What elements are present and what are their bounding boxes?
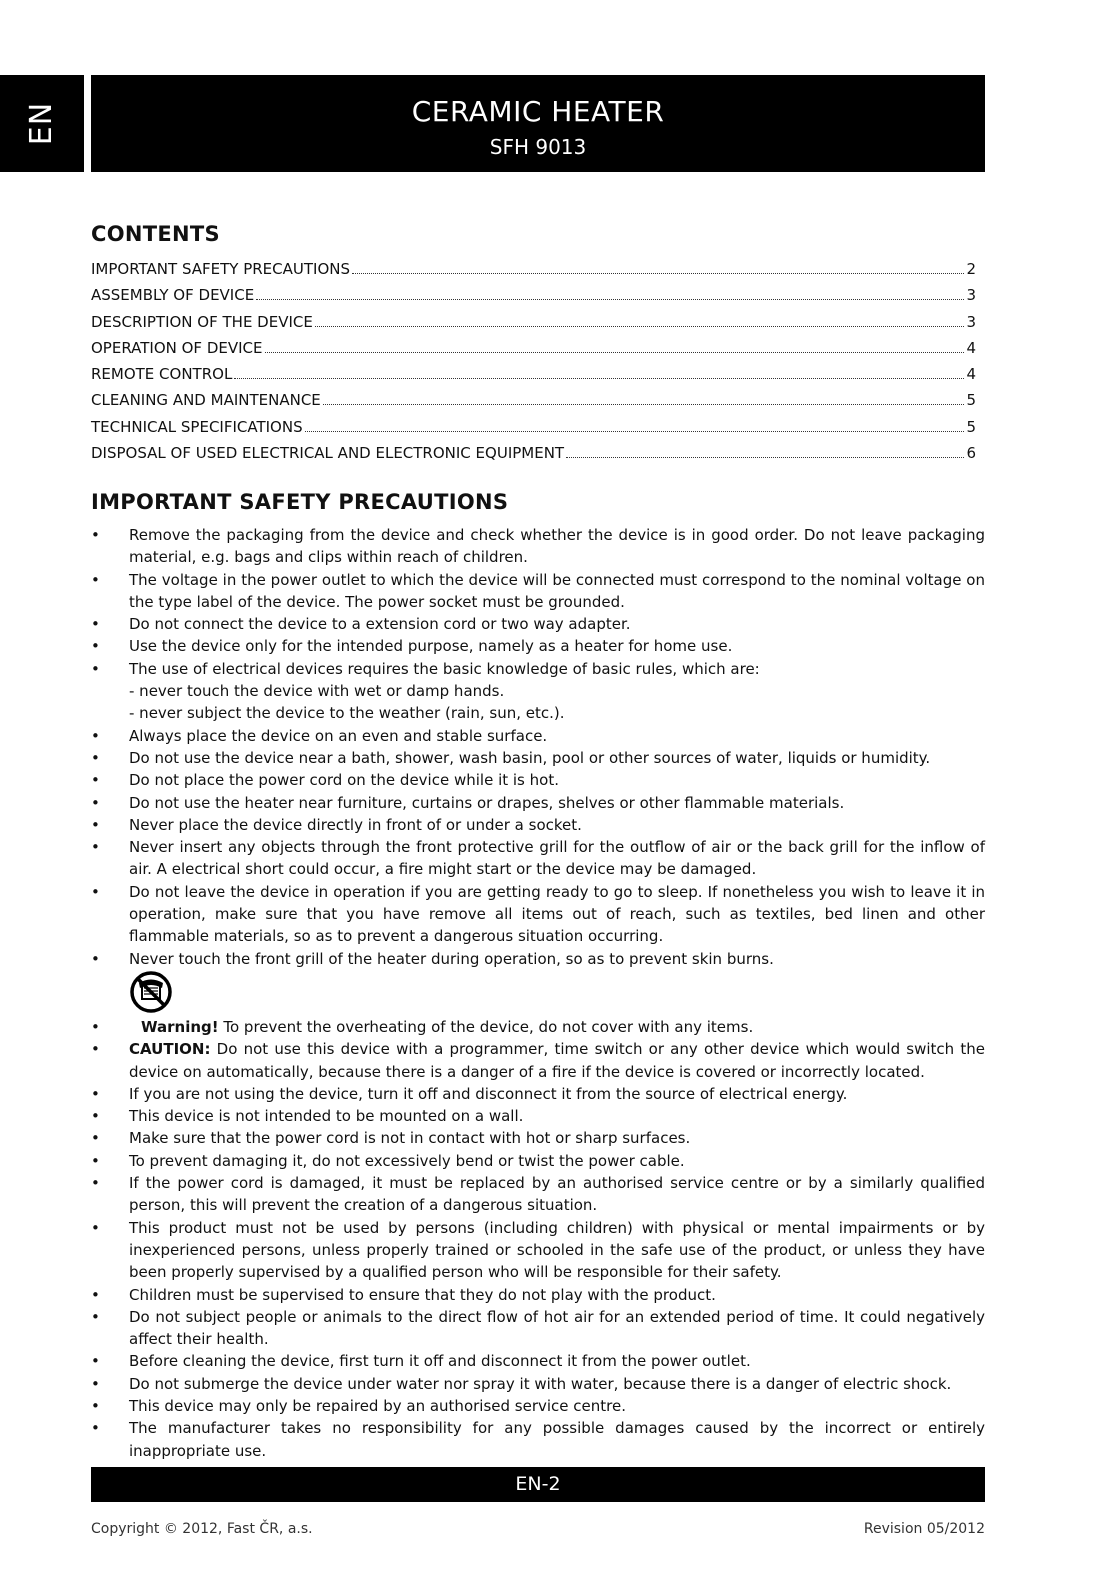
list-item xyxy=(91,1350,985,1372)
list-item xyxy=(91,1284,985,1306)
header-bar xyxy=(91,75,985,172)
bullet: • xyxy=(91,748,100,767)
list-item-text: The use of electrical devices requires the basic knowledge of basic rules, which are: xyxy=(129,659,760,678)
bullet: • xyxy=(91,615,100,634)
list-item xyxy=(91,881,985,948)
sub-rule: - never subject the device to the weather (rain, sun, etc.). xyxy=(129,704,565,723)
bullet: • xyxy=(91,1285,100,1304)
list-item xyxy=(91,725,985,747)
toc-label: IMPORTANT SAFETY PRECAUTIONS xyxy=(91,260,351,278)
sub-rule: - never touch the device with wet or damp hands. xyxy=(129,682,505,701)
list-item-text: Make sure that the power cord is not in contact with hot or sharp surfaces. xyxy=(129,1129,691,1148)
list-item-text: The voltage in the power outlet to which the device will be connected must correspond to the nominal voltage on the type label of the device. The power socket must be grounded. xyxy=(129,570,985,611)
list-item-text: To prevent damaging it, do not excessively bend or twist the power cable. xyxy=(129,1151,685,1170)
list-item xyxy=(91,1217,985,1284)
toc-page: 2 xyxy=(966,260,976,278)
toc-label: OPERATION OF DEVICE xyxy=(91,338,263,357)
list-item-text: This product must not be used by persons (including children) with physical or mental impairments or by inexperienced persons, unless properly trained or schooled in the safe use of the product, or unless they have been properly supervised by a qualified person who will be responsible for their safety. xyxy=(129,1218,985,1282)
bullet: • xyxy=(91,659,100,678)
toc-item[interactable] xyxy=(91,335,976,361)
list-item xyxy=(91,1083,985,1105)
list-item xyxy=(91,658,985,725)
list-item xyxy=(91,1306,985,1351)
list-item xyxy=(91,948,985,970)
list-item-text: Never insert any objects through the front protective grill for the outflow of air or the back grill for the inflow of air. A electrical short could occur, a fire might start or the device may be damaged. xyxy=(129,838,985,879)
list-item xyxy=(91,836,985,881)
toc-page: 5 xyxy=(966,417,976,436)
toc-page: 5 xyxy=(966,391,976,410)
toc-leader xyxy=(234,378,964,379)
language-label: EN xyxy=(24,101,60,146)
list-item xyxy=(91,792,985,814)
document-title: CERAMIC HEATER xyxy=(411,95,665,128)
list-item xyxy=(91,569,985,614)
toc-label: DISPOSAL OF USED ELECTRICAL AND ELECTRONIC EQUIPMENT xyxy=(91,444,565,463)
list-item-text: This device is not intended to be mounted on a wall. xyxy=(129,1107,524,1126)
caution-text: Do not use this device with a programmer, time switch or any other device which would switch the device on automatically, because there is a danger of a fire if the device is covered or incorrectly located. xyxy=(129,1040,985,1081)
bullet: • xyxy=(91,526,100,544)
list-item-text: Never touch the front grill of the heater during operation, so as to prevent skin burns. xyxy=(129,949,774,968)
toc-leader xyxy=(566,457,964,458)
list-item-text: Do not submerge the device under water nor spray it with water, because there is a danger of electric shock. xyxy=(129,1374,952,1393)
toc-label: TECHNICAL SPECIFICATIONS xyxy=(91,417,303,436)
list-item-text: The manufacturer takes no responsibility for any possible damages caused by the incorrect or entirely inappropriate use. xyxy=(129,1419,985,1460)
list-item-text: Do not place the power cord on the device while it is hot. xyxy=(129,771,559,790)
toc-item[interactable] xyxy=(91,387,976,413)
caution-label: CAUTION: xyxy=(129,1040,211,1059)
toc-leader xyxy=(352,273,964,274)
bullet: • xyxy=(91,793,100,812)
list-item xyxy=(91,635,985,657)
list-item-text: Always place the device on an even and stable surface. xyxy=(129,726,548,745)
toc-page: 4 xyxy=(966,338,976,357)
list-item-text: Do not subject people or animals to the direct flow of hot air for an extended period of time. It could negatively affect their health. xyxy=(129,1307,985,1349)
list-item-text: Do not use the device near a bath, shower, wash basin, pool or other sources of water, liquids or humidity. xyxy=(129,748,931,767)
bullet: • xyxy=(91,1419,100,1438)
toc-item[interactable] xyxy=(91,309,976,335)
bullet: • xyxy=(91,1174,100,1193)
list-item-text: Do not leave the device in operation if you are getting ready to go to sleep. If nonetheless you wish to leave it in operation, make sure that you have remove all items out of reach, such as textiles, bed linen and other flammable materials, so as to prevent a dangerous situation occurring. xyxy=(129,882,985,946)
page-number-bar xyxy=(91,1467,985,1502)
contents-heading: CONTENTS xyxy=(91,222,220,246)
list-item xyxy=(91,1127,985,1149)
bullet: • xyxy=(91,1107,100,1126)
toc-page: 4 xyxy=(966,365,976,384)
safety-heading: IMPORTANT SAFETY PRECAUTIONS xyxy=(91,490,509,514)
toc-item[interactable] xyxy=(91,282,976,308)
safety-list xyxy=(91,524,985,1462)
list-item-text: Remove the packaging from the device and check whether the device is in good order. Do not leave packaging material, e.g. bags and clips within reach of children. xyxy=(129,526,985,567)
list-item-text: Children must be supervised to ensure that they do not play with the product. xyxy=(129,1285,716,1304)
toc-page: 3 xyxy=(966,312,976,331)
table-of-contents xyxy=(91,256,976,466)
bullet: • xyxy=(91,838,100,857)
toc-label: ASSEMBLY OF DEVICE xyxy=(91,286,255,305)
bullet: • xyxy=(91,771,100,790)
bullet: • xyxy=(91,1374,100,1393)
warning-text: To prevent the overheating of the device, do not cover with any items. xyxy=(218,1017,754,1036)
revision-label: Revision 05/2012 xyxy=(863,1521,985,1537)
toc-label: REMOTE CONTROL xyxy=(91,365,233,384)
bullet: • xyxy=(91,1307,100,1326)
caution-item xyxy=(91,1038,985,1083)
bullet: • xyxy=(91,1084,100,1103)
language-tab xyxy=(0,75,84,172)
list-item xyxy=(91,1105,985,1127)
bullet: • xyxy=(91,1129,100,1148)
list-item xyxy=(91,1150,985,1172)
list-item xyxy=(91,1395,985,1417)
bullet: • xyxy=(91,726,100,745)
toc-leader xyxy=(315,326,965,327)
toc-item[interactable] xyxy=(91,440,976,466)
bullet: • xyxy=(91,1218,100,1237)
toc-page: 3 xyxy=(966,286,976,305)
toc-leader xyxy=(256,299,964,300)
list-item-text: Never place the device directly in front of or under a socket. xyxy=(129,815,582,834)
list-item xyxy=(91,613,985,635)
bullet: • xyxy=(91,1396,100,1415)
list-item xyxy=(91,747,985,769)
bullet: • xyxy=(91,570,100,589)
list-item-text: Use the device only for the intended purpose, namely as a heater for home use. xyxy=(129,637,733,656)
bullet: • xyxy=(91,882,100,901)
list-item xyxy=(91,814,985,836)
bullet: • xyxy=(91,637,100,656)
list-item xyxy=(91,524,985,569)
copyright-notice: Copyright © 2012, Fast ČR, a.s. xyxy=(91,1521,313,1537)
warning-item xyxy=(91,970,985,1038)
toc-item[interactable] xyxy=(91,414,976,440)
list-item xyxy=(91,1373,985,1395)
list-item-text: Do not connect the device to a extension cord or two way adapter. xyxy=(129,615,631,634)
toc-label: DESCRIPTION OF THE DEVICE xyxy=(91,312,313,331)
bullet: • xyxy=(91,1151,100,1170)
toc-leader xyxy=(265,352,965,353)
page-number: EN-2 xyxy=(515,1473,561,1495)
model-number: SFH 9013 xyxy=(489,135,587,159)
warning-label: Warning! xyxy=(141,1017,219,1036)
toc-item[interactable] xyxy=(91,361,976,387)
list-item-text: Do not use the heater near furniture, curtains or drapes, shelves or other flammable materials. xyxy=(129,793,845,812)
toc-item[interactable] xyxy=(91,256,976,282)
list-item-text: Before cleaning the device, first turn it off and disconnect it from the power outlet. xyxy=(129,1352,751,1371)
list-item xyxy=(91,1417,985,1462)
toc-page: 6 xyxy=(966,444,976,463)
list-item xyxy=(91,769,985,791)
list-item-text: If the power cord is damaged, it must be replaced by an authorised service centre or by a similarly qualified person, this will prevent the creation of a dangerous situation. xyxy=(129,1174,985,1215)
toc-label: CLEANING AND MAINTENANCE xyxy=(91,391,321,410)
toc-leader xyxy=(305,431,965,432)
bullet: • xyxy=(91,949,100,968)
bullet: • xyxy=(91,815,100,834)
list-item-text: If you are not using the device, turn it off and disconnect it from the source of electrical energy. xyxy=(129,1084,848,1103)
list-item xyxy=(91,1172,985,1217)
toc-leader xyxy=(323,404,965,405)
bullet: • xyxy=(91,1352,100,1371)
bullet: • xyxy=(91,1040,100,1059)
do-not-cover-icon xyxy=(129,970,173,1014)
bullet: • xyxy=(91,1017,100,1036)
list-item-text: This device may only be repaired by an authorised service centre. xyxy=(129,1396,626,1415)
